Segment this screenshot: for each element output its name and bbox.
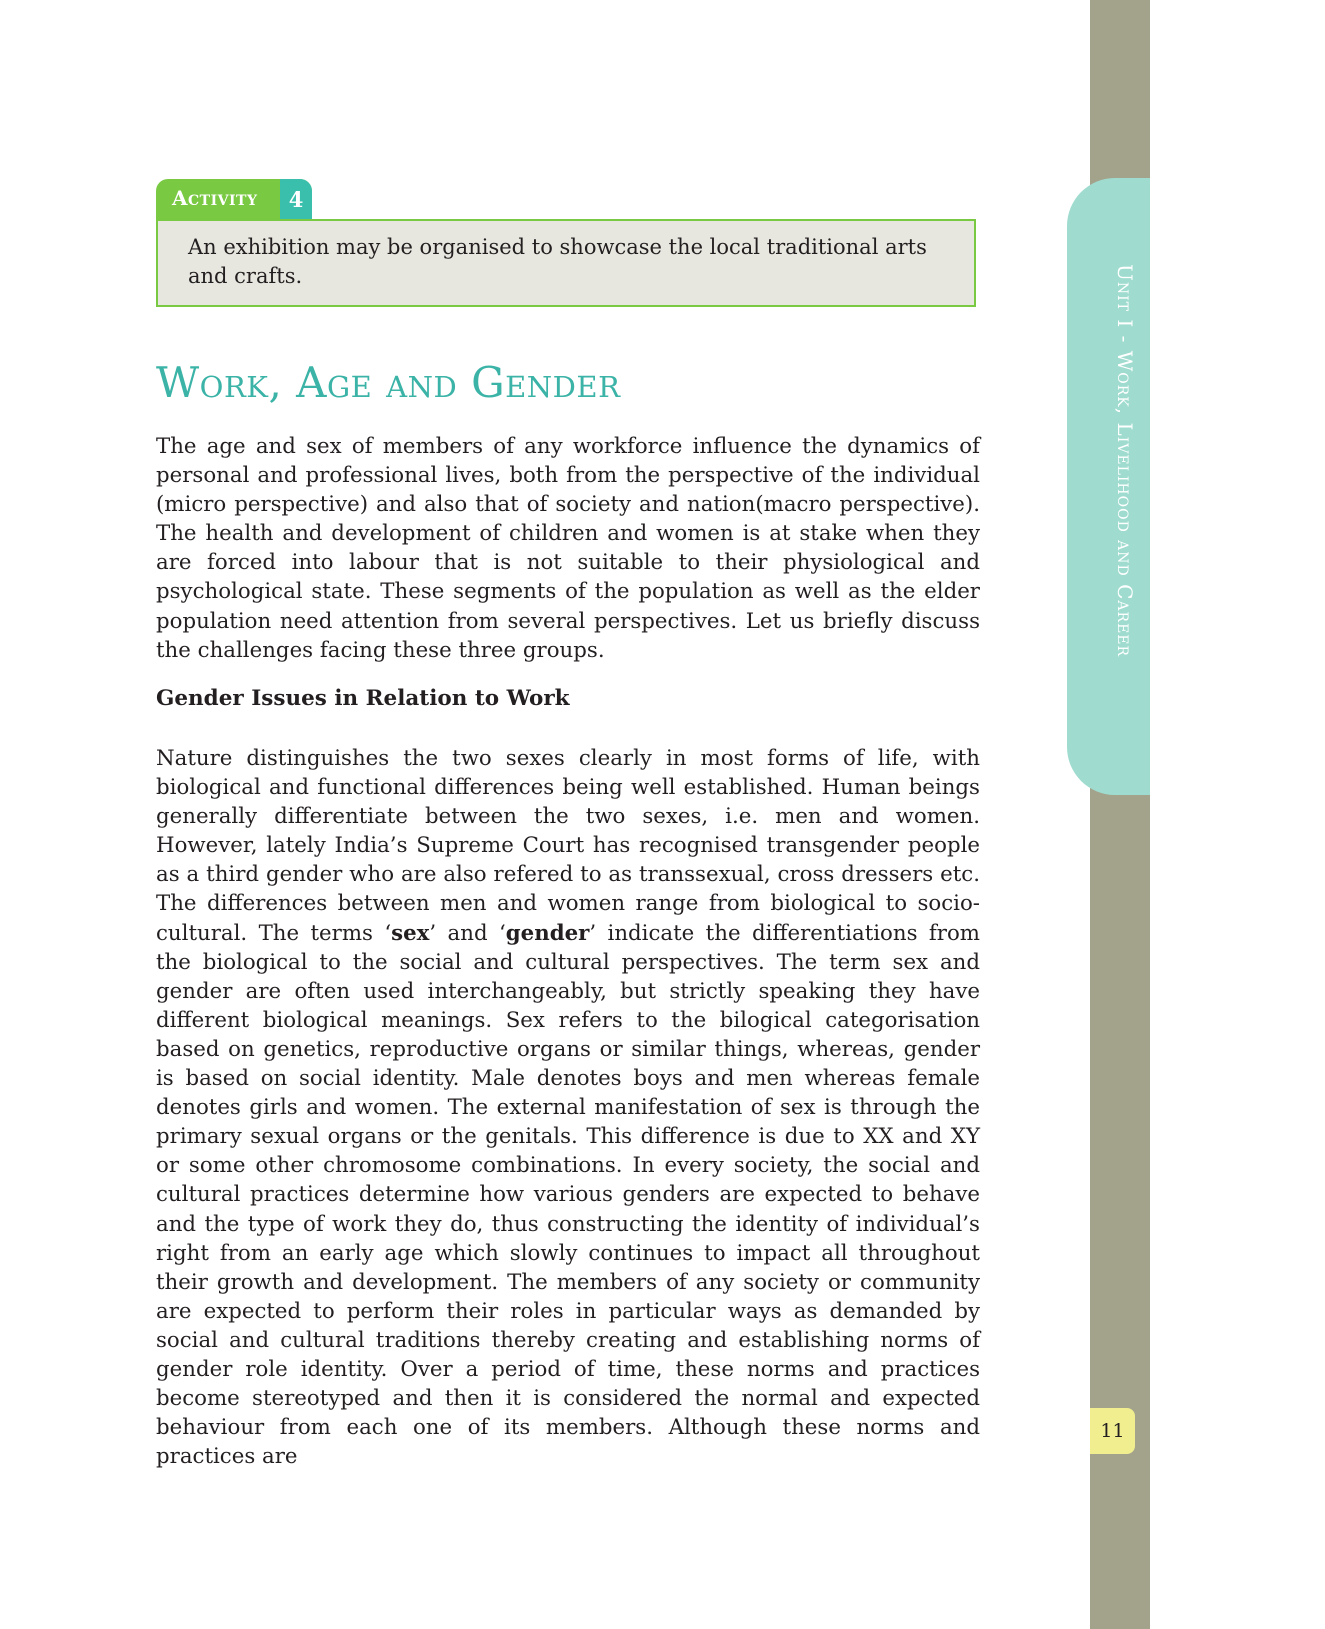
paragraph-gender-part3: ’ indicate the differentiations from the biological to the social and cultural perspectives. The term sex and gender are often used interchangeably, but strictly speaking they have different biological meanings. Sex refers to the bilogical categorisation based on genetics, reproductive organs or similar things, whereas, gender is based on social identity. Male denotes boys and men whereas female denotes girls and women. The external manifestation of sex is through the primary sexual organs or the genitals. This difference is due to XX and XY or some other chromosome combinations. In every society, the social and cultural practices determine how various genders are expected to behave and the type of work they do, thus constructing the identity of individual’s right from an early age which slowly continues to impact all throughout their growth and development. The members of any society or community are expected to perform their roles in particular ways as demanded by social and cultural traditions thereby creating and establishing norms of gender role identity. Over a period of time, these norms and practices become stereotyped and then it is considered the normal and expected behaviour from each one of its members. Although these norms and practices are (156, 920, 980, 1470)
activity-label: Activity (172, 186, 258, 210)
paragraph-intro: The age and sex of members of any workforce influence the dynamics of personal and professional lives, both from the perspective of the individual (micro perspective) and also that of society and nation(macro perspective). The health and development of children and women is at stake when they are forced into labour that is not suitable to their physiological and psychological state. These segments of the population as well as the elder population need attention from several perspectives. Let us briefly discuss the challenges facing these three groups. (156, 434, 980, 663)
activity-number: 4 (280, 179, 312, 219)
term-gender: gender (505, 920, 590, 946)
section-title: Work, Age and Gender (156, 358, 621, 407)
activity-tab (156, 179, 312, 219)
activity-text: An exhibition may be organised to showcase the local traditional arts and crafts. (188, 235, 927, 288)
subheading: Gender Issues in Relation to Work (156, 686, 570, 711)
activity-box (156, 219, 976, 307)
paragraph-gender-part1: Nature distinguishes the two sexes clearly in most forms of life, with biological and functional differences being well established. Human beings generally differentiate between the two sexes, i.e. men and women. However, lately India’s Supreme Court has recognised transgender people as a third gender who are also refered to as transsexual, cross dressers etc. The differences between men and women range from biological to socio-cultural. The terms ‘ (156, 746, 980, 946)
paragraph-gender (156, 744, 980, 1471)
unit-label: Unit I - Work, Livelihood and Career (1113, 264, 1137, 658)
page-number: 11 (1090, 1408, 1135, 1454)
paragraph-gender-part2: ’ and ‘ (429, 920, 506, 946)
term-sex: sex (391, 920, 430, 946)
